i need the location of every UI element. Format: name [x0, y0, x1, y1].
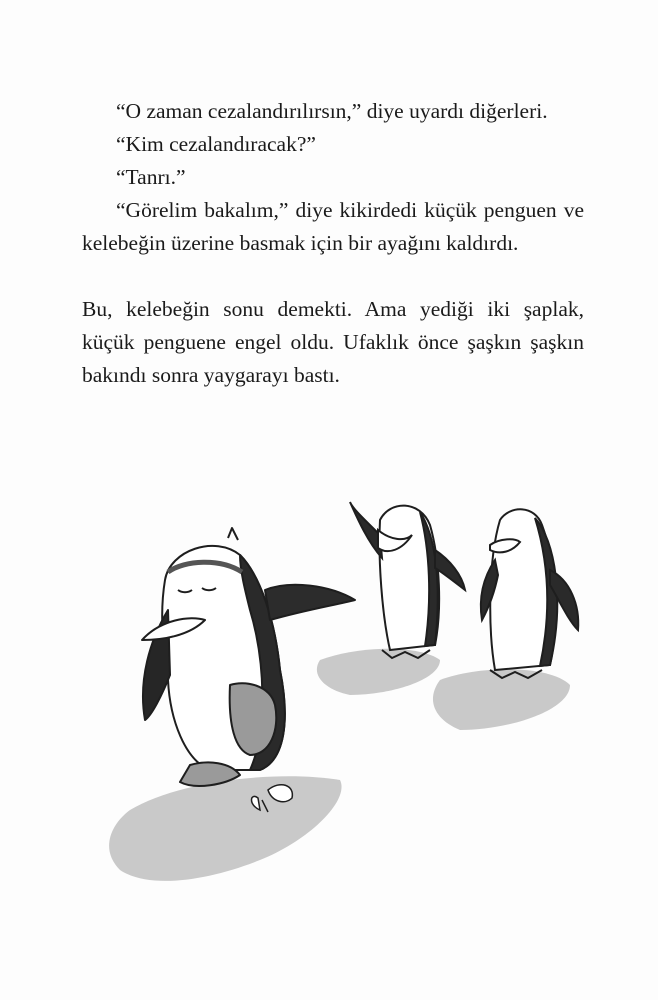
paragraph-4: “Görelim bakalım,” diye kikirdedi küçük penguen ve kelebeğin üzerine basmak için bir ayağını kaldırdı.	[82, 198, 584, 255]
story-text	[82, 95, 584, 392]
paragraph-5: Bu, kelebeğin sonu demekti. Ama yediği iki şaplak, küçük penguene engel oldu. Ufaklık önce şaşkın şaşkın bakındı sonra yaygarayı bastı.	[82, 297, 584, 387]
paragraph-3: “Tanrı.”	[116, 165, 186, 189]
penguin-right	[481, 509, 578, 678]
penguins-illustration	[90, 480, 600, 910]
paragraph-2: “Kim cezalandıracak?”	[116, 132, 316, 156]
paragraph-1: “O zaman cezalandırılırsın,” diye uyardı diğerleri.	[116, 99, 548, 123]
penguin-middle	[350, 502, 465, 658]
penguin-big	[142, 528, 355, 786]
